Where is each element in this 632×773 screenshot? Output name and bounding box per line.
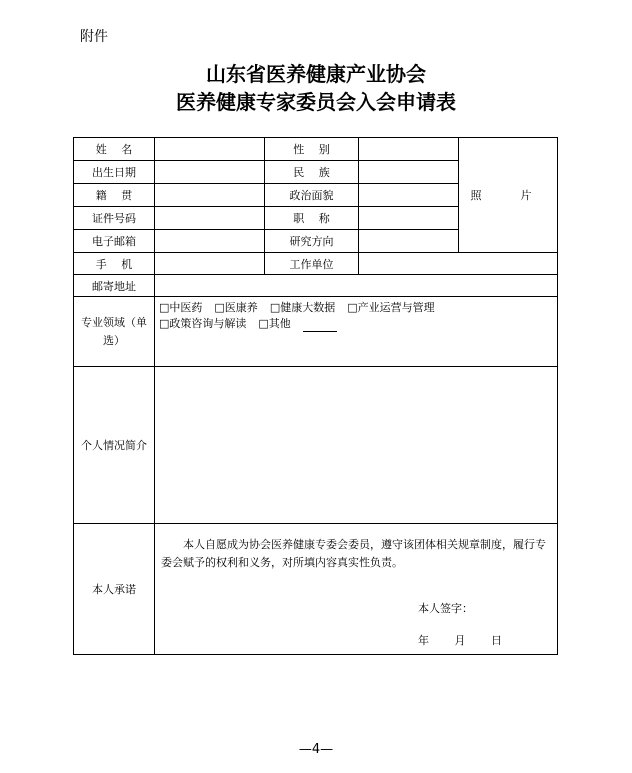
mobile-input[interactable] bbox=[155, 253, 265, 275]
gender-label: 性 别 bbox=[265, 138, 359, 161]
name-input[interactable] bbox=[155, 138, 265, 161]
application-form bbox=[73, 137, 558, 655]
option-other-label: □其他 bbox=[258, 317, 291, 330]
political-status-input[interactable] bbox=[359, 184, 459, 207]
ethnicity-input[interactable] bbox=[359, 161, 459, 184]
title-input[interactable] bbox=[359, 207, 459, 230]
name-label: 姓 名 bbox=[74, 138, 155, 161]
birth-date-label: 出生日期 bbox=[74, 161, 155, 184]
other-blank-line[interactable] bbox=[303, 320, 337, 332]
field-options bbox=[155, 297, 558, 367]
option-big-data-checkbox[interactable]: □健康大数据 bbox=[269, 301, 336, 314]
pledge-text: 本人自愿成为协会医养健康专委会委员，遵守该团体相关规章制度，履行专委会赋予的权利和义务，对所填内容真实性负责。 bbox=[161, 538, 546, 569]
page-number: —4— bbox=[298, 742, 334, 757]
id-number-label: 证件号码 bbox=[74, 207, 155, 230]
research-direction-input[interactable] bbox=[359, 230, 459, 253]
option-other-checkbox[interactable] bbox=[258, 317, 348, 330]
option-policy-checkbox[interactable]: □政策咨询与解读 bbox=[159, 317, 247, 330]
option-operations-checkbox[interactable]: □产业运营与管理 bbox=[347, 301, 435, 314]
signature-label[interactable]: 本人签字： bbox=[418, 602, 473, 615]
date-label[interactable]: 年 月 日 bbox=[418, 634, 502, 647]
id-number-input[interactable] bbox=[155, 207, 265, 230]
profile-input[interactable] bbox=[155, 367, 558, 524]
photo-box[interactable]: 照 片 bbox=[459, 138, 558, 253]
title-label: 职 称 bbox=[265, 207, 359, 230]
pledge-cell bbox=[155, 524, 558, 655]
attachment-label: 附件 bbox=[80, 29, 108, 45]
work-unit-label: 工作单位 bbox=[265, 253, 359, 275]
political-status-label: 政治面貌 bbox=[265, 184, 359, 207]
mobile-label: 手 机 bbox=[74, 253, 155, 275]
native-place-input[interactable] bbox=[155, 184, 265, 207]
option-tcm-checkbox[interactable]: □中医药 bbox=[159, 301, 203, 314]
native-place-label: 籍 贯 bbox=[74, 184, 155, 207]
work-unit-input[interactable] bbox=[359, 253, 558, 275]
birth-date-input[interactable] bbox=[155, 161, 265, 184]
ethnicity-label: 民 族 bbox=[265, 161, 359, 184]
address-input[interactable] bbox=[155, 275, 558, 297]
email-label: 电子邮箱 bbox=[74, 230, 155, 253]
email-input[interactable] bbox=[155, 230, 265, 253]
page-title: 山东省医养健康产业协会 bbox=[206, 62, 426, 86]
research-direction-label: 研究方向 bbox=[265, 230, 359, 253]
gender-input[interactable] bbox=[359, 138, 459, 161]
option-medical-care-checkbox[interactable]: □医康养 bbox=[214, 301, 258, 314]
field-label: 专业领域（单选） bbox=[74, 297, 155, 367]
page-subtitle: 医养健康专家委员会入会申请表 bbox=[176, 90, 456, 114]
address-label: 邮寄地址 bbox=[74, 275, 155, 297]
pledge-label: 本人承诺 bbox=[74, 524, 155, 655]
profile-label: 个人情况简介 bbox=[74, 367, 155, 524]
